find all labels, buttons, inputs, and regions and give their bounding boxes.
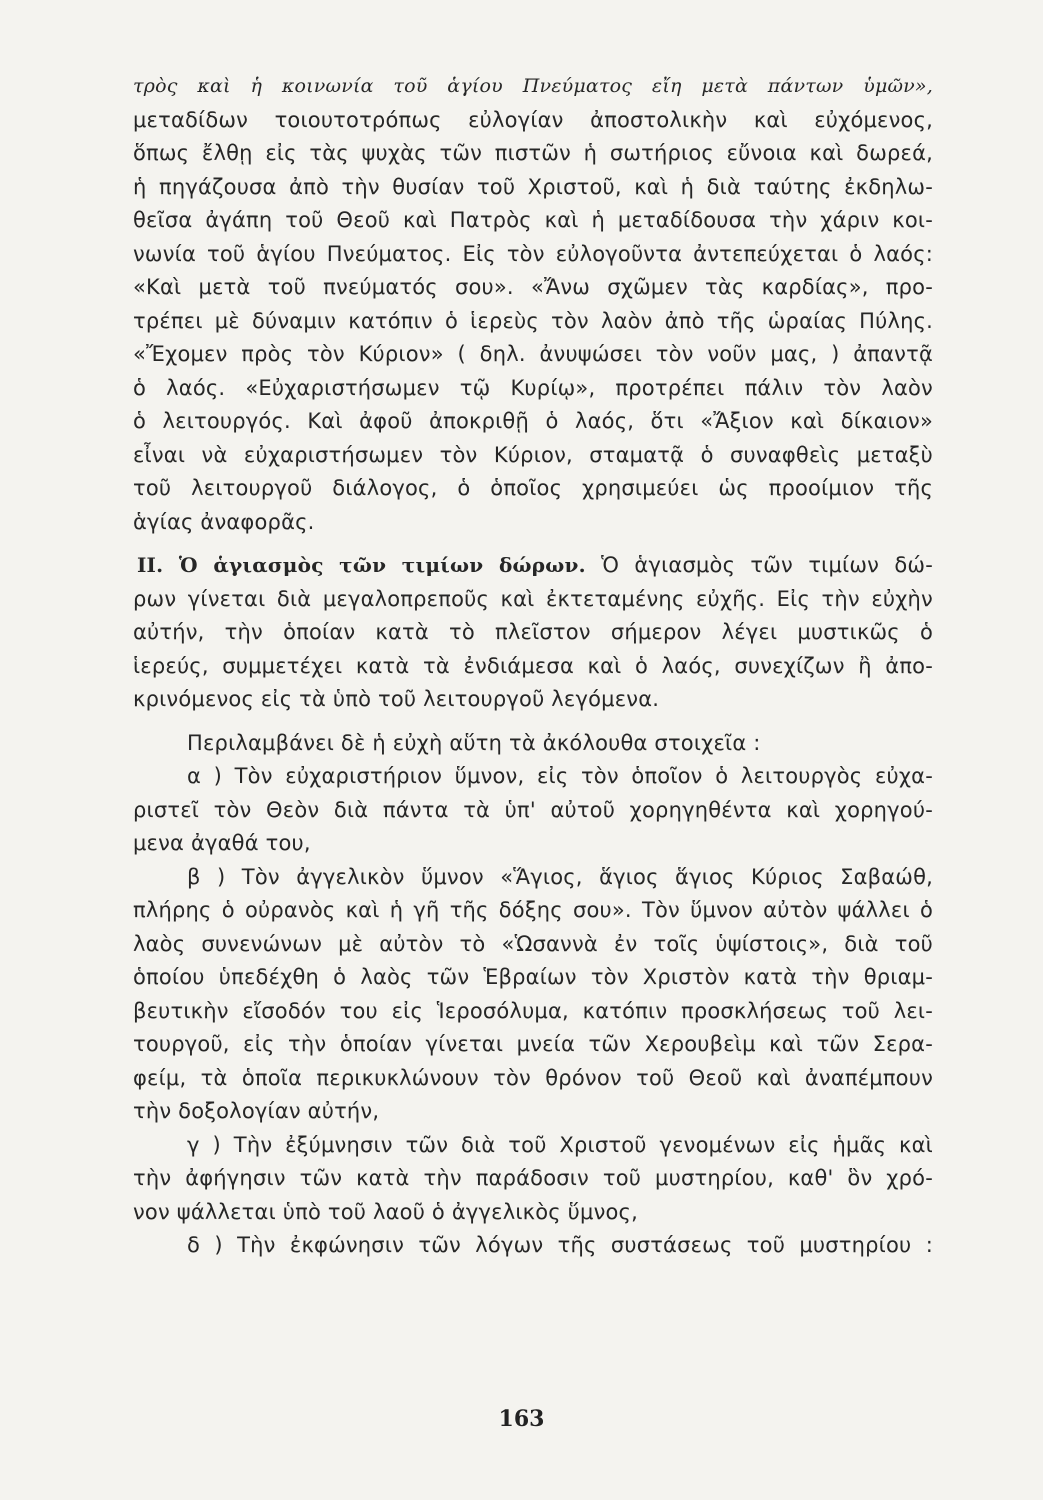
text-line: θεῖσα ἀγάπη τοῦ Θεοῦ καὶ Πατρὸς καὶ ἡ μεταδίδουσα τὴν χάριν κοι- (133, 208, 933, 232)
text-line: αὐτήν, τὴν ὁποίαν κατὰ τὸ πλεῖστον σήμερον λέγει μυστικῶς ὁ (133, 620, 933, 644)
body-text (133, 70, 933, 1263)
list-item-b: β ) Τὸν ἀγγελικὸν ὕμνον «Ἅγιος, ἅγιος ἅγιος Κύριος Σαβαώθ, (187, 864, 933, 889)
text-line: «Ἔχομεν πρὸς τὸν Κύριον» ( δηλ. ἀνυψώσει τὸν νοῦν μας, ) ἀπαντᾷ (133, 342, 933, 366)
text-line: τὴν ἀφήγησιν τῶν κατὰ τὴν παράδοσιν τοῦ μυστηρίου, καθ' ὃν χρό- (133, 1166, 933, 1190)
list-item-d: δ ) Τὴν ἐκφώνησιν τῶν λόγων τῆς συστάσεως τοῦ μυστηρίου : (187, 1233, 933, 1257)
section-heading: ΙΙ. Ὁ ἁγιασμὸς τῶν τιμίων δώρων. (137, 553, 586, 577)
page-number: 163 (498, 1406, 545, 1432)
text-line: τρέπει μὲ δύναμιν κατόπιν ὁ ἱερεὺς τὸν λαὸν ἀπὸ τῆς ὡραίας Πύλης. (133, 308, 933, 333)
text-line: τουργοῦ, εἰς τὴν ὁποίαν γίνεται μνεία τῶν Χερουβεὶμ καὶ τῶν Σερα- (133, 1032, 933, 1056)
text-line: ἱερεύς, συμμετέχει κατὰ τὰ ἐνδιάμεσα καὶ ὁ λαός, συνεχίζων ἢ ἀπο- (133, 653, 933, 678)
text-line: νωνία τοῦ ἁγίου Πνεύματος. Εἰς τὸν εὐλογοῦντα ἀντεπεύχεται ὁ λαός: (133, 241, 933, 266)
text-line: Περιλαμβάνει δὲ ἡ εὐχὴ αὕτη τὰ ἀκόλουθα στοιχεῖα : (187, 730, 761, 755)
text-line: νον ψάλλεται ὑπὸ τοῦ λαοῦ ὁ ἀγγελικὸς ὕμνος, (133, 1199, 638, 1224)
section-heading-continuation: Ὁ ἁγιασμὸς τῶν τιμίων δώ- (601, 553, 933, 577)
text-line: φείμ, τὰ ὁποῖα περικυκλώνουν τὸν θρόνον τοῦ Θεοῦ καὶ ἀναπέμπουν (133, 1065, 933, 1090)
text-line: ὁ λειτουργός. Καὶ ἀφοῦ ἀποκριθῇ ὁ λαός, ὅτι «Ἄξιον καὶ δίκαιον» (133, 409, 933, 433)
text-line: «Καὶ μετὰ τοῦ πνεύματός σου». «Ἄνω σχῶμεν τὰς καρδίας», προ- (133, 275, 933, 299)
text-line: ὅπως ἔλθῃ εἰς τὰς ψυχὰς τῶν πιστῶν ἡ σωτήριος εὔνοια καὶ δωρεά, (133, 141, 933, 165)
text-line: ἁγίας ἀναφορᾶς. (133, 509, 315, 534)
text-line: λαὸς συνενώνων μὲ αὐτὸν τὸ «Ὡσαννὰ ἐν τοῖς ὑψίστοις», διὰ τοῦ (133, 931, 933, 956)
text-line: ἡ πηγάζουσα ἀπὸ τὴν θυσίαν τοῦ Χριστοῦ, καὶ ἡ διὰ ταύτης ἐκδηλω- (133, 174, 933, 199)
section-heading-line (133, 549, 933, 583)
text-line: εἶναι νὰ εὐχαριστήσωμεν τὸν Κύριον, σταματᾷ ὁ συναφθεὶς μεταξὺ (133, 442, 933, 467)
text-line: μενα ἀγαθά του, (133, 831, 311, 855)
text-line: μεταδίδων τοιουτοτρόπως εὐλογίαν ἀποστολικὴν καὶ εὐχόμενος, (133, 107, 933, 132)
text-line: βευτικὴν εἴσοδόν του εἰς Ἱεροσόλυμα, κατόπιν προσκλήσεως τοῦ λει- (133, 998, 933, 1023)
list-item-c: γ ) Τὴν ἐξύμνησιν τῶν διὰ τοῦ Χριστοῦ γενομένων εἰς ἡμᾶς καὶ (187, 1132, 933, 1157)
text-line: κρινόμενος εἰς τὰ ὑπὸ τοῦ λειτουργοῦ λεγόμενα. (133, 687, 660, 711)
text-line: ὁ λαός. «Εὐχαριστήσωμεν τῷ Κυρίῳ», προτρέπει πάλιν τὸν λαὸν (133, 375, 933, 400)
text-line: ὁποίου ὑπεδέχθη ὁ λαὸς τῶν Ἑβραίων τὸν Χριστὸν κατὰ τὴν θριαμ- (133, 965, 933, 989)
list-item-a: α ) Τὸν εὐχαριστήριον ὕμνον, εἰς τὸν ὁποῖον ὁ λειτουργὸς εὐχα- (187, 764, 933, 788)
text-line: τρὸς καὶ ἡ κοινωνία τοῦ ἁγίου Πνεύματος εἴη μετὰ πάντων ὑμῶν», (133, 75, 933, 97)
text-line: τοῦ λειτουργοῦ διάλογος, ὁ ὁποῖος χρησιμεύει ὡς προοίμιον τῆς (133, 476, 933, 500)
text-line: πλήρης ὁ οὐρανὸς καὶ ἡ γῆ τῆς δόξης σου». Τὸν ὕμνον αὐτὸν ψάλλει ὁ (133, 898, 933, 922)
text-line: ρων γίνεται διὰ μεγαλοπρεποῦς καὶ ἐκτεταμένης εὐχῆς. Εἰς τὴν εὐχὴν (133, 586, 933, 611)
text-line: ριστεῖ τὸν Θεὸν διὰ πάντα τὰ ὑπ' αὐτοῦ χορηγηθέντα καὶ χορηγού- (133, 797, 933, 822)
text-line: τὴν δοξολογίαν αὐτήν, (133, 1099, 380, 1123)
